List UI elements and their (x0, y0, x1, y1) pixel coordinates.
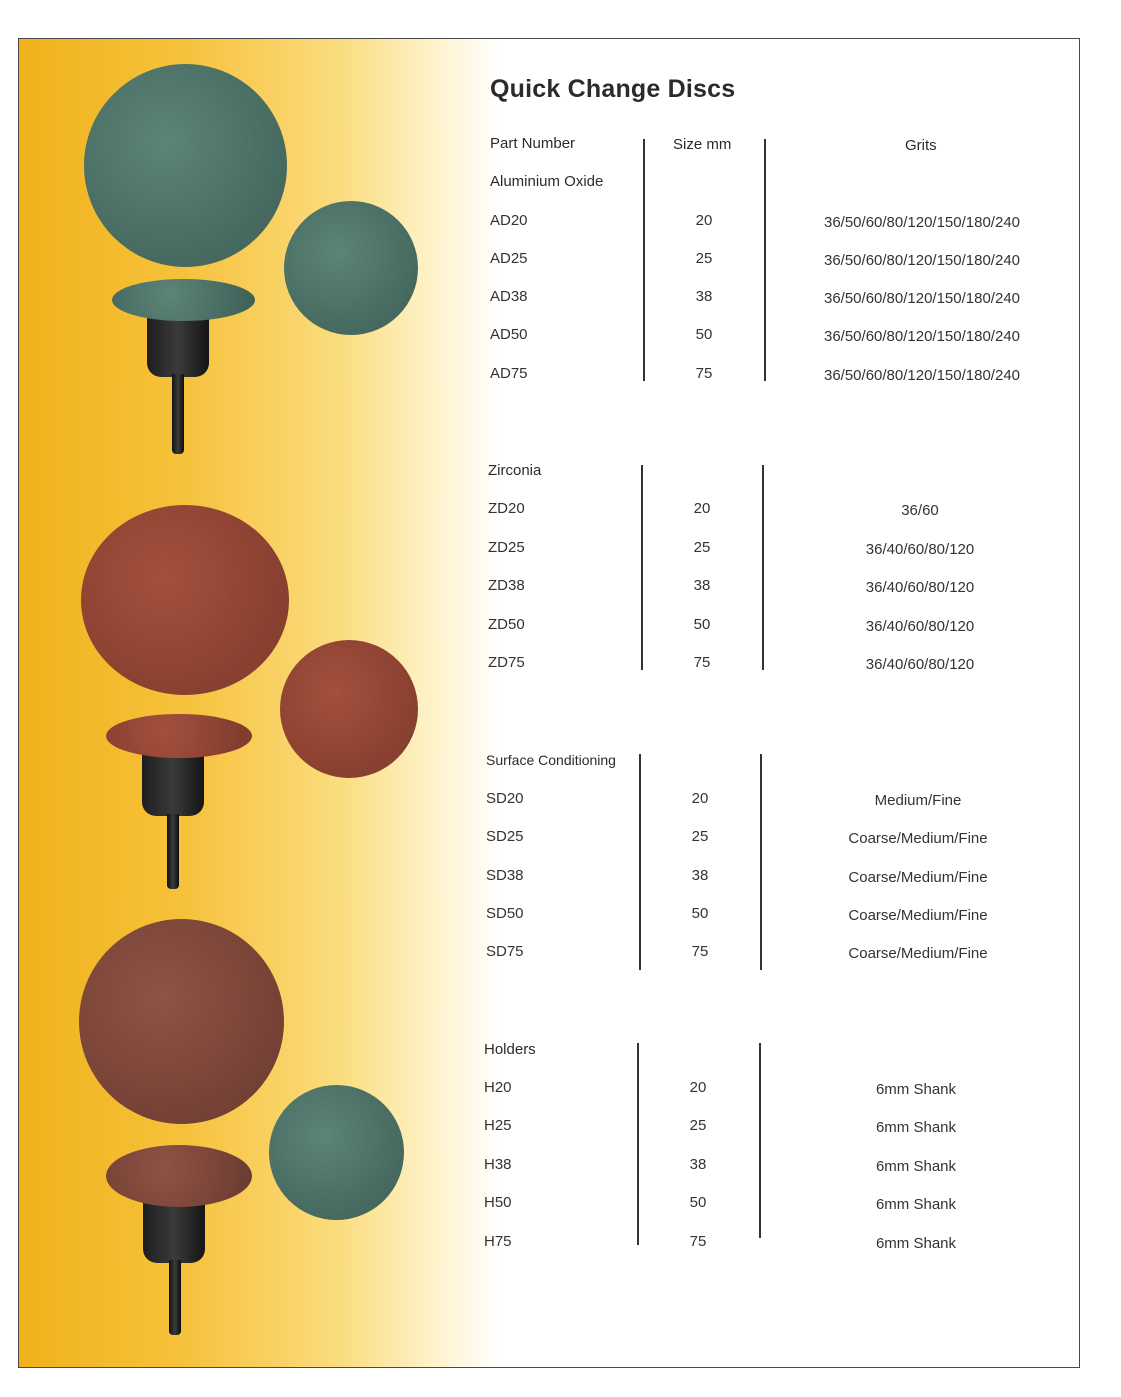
grits-value: 6mm Shank (875, 1081, 957, 1098)
grits-value: 36/50/60/80/120/150/180/240 (823, 367, 1021, 384)
part-number: AD50 (490, 326, 528, 343)
grits-value: Medium/Fine (874, 792, 962, 809)
green-disc-small-image (284, 201, 418, 335)
column-divider (760, 754, 762, 970)
grits-value: 36/40/60/80/120 (865, 541, 975, 558)
part-number: SD20 (486, 790, 524, 807)
grits-value: Coarse/Medium/Fine (848, 945, 988, 962)
brown-disc-large-image (81, 505, 289, 695)
size-value: 38 (693, 577, 711, 594)
size-value: 75 (695, 365, 713, 382)
part-number: ZD25 (488, 539, 525, 556)
green-disc-large-image (84, 64, 287, 267)
header-part-number: Part Number (490, 135, 576, 152)
section-title-zirconia: Zirconia (488, 462, 542, 479)
size-value: 38 (695, 288, 713, 305)
grits-value: 6mm Shank (875, 1196, 957, 1213)
size-value: 25 (689, 1117, 707, 1134)
column-divider (639, 754, 641, 970)
column-divider (637, 1043, 639, 1245)
part-number: AD25 (490, 250, 528, 267)
part-number: H25 (484, 1117, 512, 1134)
grits-value: 6mm Shank (875, 1235, 957, 1252)
grits-value: Coarse/Medium/Fine (848, 869, 988, 886)
column-divider (643, 139, 645, 381)
grits-value: 6mm Shank (875, 1119, 957, 1136)
part-number: AD38 (490, 288, 528, 305)
size-value: 38 (689, 1156, 707, 1173)
brown-disc-holder-image (104, 714, 254, 894)
size-value: 25 (695, 250, 713, 267)
part-number: ZD20 (488, 500, 525, 517)
section-title-holders: Holders (484, 1041, 536, 1058)
size-value: 75 (691, 943, 709, 960)
grits-value: Coarse/Medium/Fine (848, 830, 988, 847)
part-number: ZD75 (488, 654, 525, 671)
grits-value: 36/50/60/80/120/150/180/240 (823, 290, 1021, 307)
part-number: ZD38 (488, 577, 525, 594)
column-divider (641, 465, 643, 670)
grits-value: 36/50/60/80/120/150/180/240 (823, 214, 1021, 231)
part-number: H38 (484, 1156, 512, 1173)
part-number: SD50 (486, 905, 524, 922)
size-value: 50 (693, 616, 711, 633)
size-value: 50 (695, 326, 713, 343)
green-disc-holder-image (109, 279, 259, 459)
size-value: 75 (689, 1233, 707, 1250)
column-divider (759, 1043, 761, 1238)
grits-value: Coarse/Medium/Fine (848, 907, 988, 924)
surface-conditioning-disc-image (79, 919, 284, 1124)
size-value: 25 (691, 828, 709, 845)
fuzzy-disc-holder-image (106, 1145, 256, 1340)
grits-value: 36/40/60/80/120 (865, 656, 975, 673)
part-number: SD75 (486, 943, 524, 960)
size-value: 20 (689, 1079, 707, 1096)
size-value: 75 (693, 654, 711, 671)
part-number: H20 (484, 1079, 512, 1096)
section-title-aluminium-oxide: Aluminium Oxide (490, 173, 604, 190)
part-number: SD38 (486, 867, 524, 884)
grits-value: 6mm Shank (875, 1158, 957, 1175)
part-number: H75 (484, 1233, 512, 1250)
column-divider (762, 465, 764, 670)
page-title: Quick Change Discs (490, 75, 736, 103)
part-number: SD25 (486, 828, 524, 845)
header-size: Size mm (673, 136, 732, 153)
grits-value: 36/50/60/80/120/150/180/240 (823, 328, 1021, 345)
green-disc-round-image (269, 1085, 404, 1220)
size-value: 20 (691, 790, 709, 807)
size-value: 25 (693, 539, 711, 556)
size-value: 20 (693, 500, 711, 517)
header-grits: Grits (905, 137, 937, 154)
part-number: H50 (484, 1194, 512, 1211)
part-number: AD75 (490, 365, 528, 382)
grits-value: 36/40/60/80/120 (865, 579, 975, 596)
column-divider (764, 139, 766, 381)
section-title-surface-conditioning: Surface Conditioning (486, 752, 616, 768)
part-number: ZD50 (488, 616, 525, 633)
part-number: AD20 (490, 212, 528, 229)
size-value: 38 (691, 867, 709, 884)
brown-disc-small-image (280, 640, 418, 778)
grits-value: 36/60 (901, 502, 939, 519)
size-value: 50 (691, 905, 709, 922)
size-value: 20 (695, 212, 713, 229)
size-value: 50 (689, 1194, 707, 1211)
grits-value: 36/50/60/80/120/150/180/240 (823, 252, 1021, 269)
grits-value: 36/40/60/80/120 (865, 618, 975, 635)
